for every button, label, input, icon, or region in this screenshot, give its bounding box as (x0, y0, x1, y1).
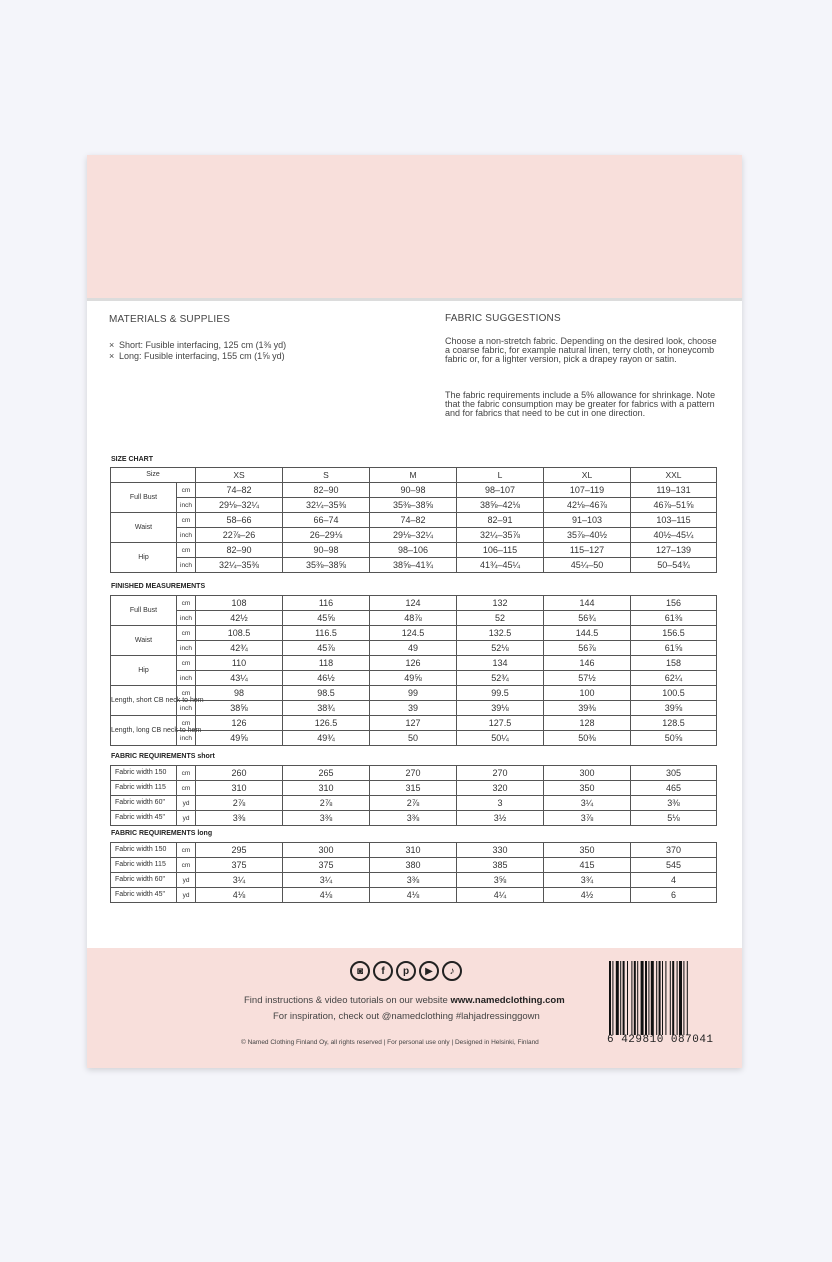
youtube-icon[interactable]: ▶ (419, 961, 439, 981)
value-cell: 82–90 (196, 543, 283, 558)
value-cell: 32¼–35⅜ (283, 498, 370, 513)
materials-list (109, 340, 286, 362)
unit-label: inch (177, 641, 196, 656)
table-row (111, 686, 717, 701)
value-cell: 124 (370, 596, 457, 611)
value-cell: 40½–45¼ (631, 528, 717, 543)
row-label: Hip (111, 656, 177, 686)
value-cell: 46½ (283, 671, 370, 686)
value-cell: 50⅜ (544, 731, 631, 746)
value-cell: 82–91 (457, 513, 544, 528)
value-cell: 108 (196, 596, 283, 611)
value-cell: 56¾ (544, 611, 631, 626)
value-cell: 3¼ (196, 873, 283, 888)
value-cell: 127–139 (631, 543, 717, 558)
value-cell: 39⅛ (457, 701, 544, 716)
materials-title: MATERIALS & SUPPLIES (109, 314, 231, 325)
value-cell: 52¾ (457, 671, 544, 686)
value-cell: 32¼–35⅜ (196, 558, 283, 573)
value-cell: 375 (283, 858, 370, 873)
unit-label: cm (177, 686, 196, 701)
value-cell: 310 (370, 843, 457, 858)
materials-item: × Short: Fusible interfacing, 125 cm (1⅜ yd) (109, 340, 287, 350)
fabric-suggestions-title: FABRIC SUGGESTIONS (445, 313, 561, 324)
table-row (111, 626, 717, 641)
fabric-suggestions-text: Choose a non-stretch fabric. Depending on the desired look, choose a coarse fabric, for example natural linen, terry cloth, or honeycomb fabric or, for a lighter version, pick a drapey rayon or satin. (445, 336, 717, 364)
value-cell: 26–29⅛ (283, 528, 370, 543)
unit-label: yd (177, 796, 196, 811)
value-cell: 52⅛ (457, 641, 544, 656)
value-cell: 3⅜ (631, 796, 717, 811)
row-label: Full Bust (111, 596, 177, 626)
bullet-x-icon: × (109, 340, 115, 350)
barcode-number: 6 429810 087041 (607, 1034, 714, 1046)
size-m: M (370, 468, 457, 483)
value-cell: 300 (544, 766, 631, 781)
value-cell: 6 (631, 888, 717, 903)
value-cell: 380 (370, 858, 457, 873)
table-row (111, 611, 717, 626)
finished-measurements-table (110, 595, 717, 746)
table-row (111, 811, 717, 826)
value-cell: 38¾ (283, 701, 370, 716)
value-cell: 115–127 (544, 543, 631, 558)
value-cell: 270 (370, 766, 457, 781)
value-cell: 58–66 (196, 513, 283, 528)
unit-label: inch (177, 731, 196, 746)
social-icons (350, 961, 462, 981)
value-cell: 99.5 (457, 686, 544, 701)
value-cell: 98–106 (370, 543, 457, 558)
unit-label: cm (177, 716, 196, 731)
value-cell: 45⅝ (283, 611, 370, 626)
value-cell: 350 (544, 781, 631, 796)
unit-label: yd (177, 811, 196, 826)
size-header-row (111, 468, 717, 483)
value-cell: 4¼ (457, 888, 544, 903)
footer-copyright: © Named Clothing Finland Oy, all rights reserved | For personal use only | Designed in Helsinki, Finland (241, 1039, 539, 1046)
unit-label: cm (177, 513, 196, 528)
value-cell: 134 (457, 656, 544, 671)
unit-label: inch (177, 558, 196, 573)
value-cell: 38⅝–42⅛ (457, 498, 544, 513)
unit-label: cm (177, 781, 196, 796)
value-cell: 45¼–50 (544, 558, 631, 573)
value-cell: 100.5 (631, 686, 717, 701)
value-cell: 61⅝ (631, 641, 717, 656)
value-cell: 35⅜–38⅝ (283, 558, 370, 573)
value-cell: 545 (631, 858, 717, 873)
table-row (111, 483, 717, 498)
table-row (111, 558, 717, 573)
value-cell: 3⅞ (544, 811, 631, 826)
value-cell: 3⅝ (457, 873, 544, 888)
value-cell: 132.5 (457, 626, 544, 641)
footer-website-line: Find instructions & video tutorials on our website www.namedclothing.com (244, 995, 565, 1006)
unit-label: inch (177, 528, 196, 543)
value-cell: 38⅝–41¾ (370, 558, 457, 573)
value-cell: 156 (631, 596, 717, 611)
value-cell: 260 (196, 766, 283, 781)
value-cell: 35⅞–40½ (544, 528, 631, 543)
value-cell: 50⅝ (631, 731, 717, 746)
value-cell: 62¼ (631, 671, 717, 686)
table-row (111, 873, 717, 888)
row-label: Fabric width 115 (111, 858, 177, 873)
size-label: Size (111, 468, 196, 483)
value-cell: 2⅞ (196, 796, 283, 811)
value-cell: 315 (370, 781, 457, 796)
fabric-requirements-long-title: FABRIC REQUIREMENTS long (111, 830, 213, 837)
value-cell: 119–131 (631, 483, 717, 498)
row-label: Hip (111, 543, 177, 573)
value-cell: 57½ (544, 671, 631, 686)
value-cell: 39⅜ (544, 701, 631, 716)
value-cell: 42⅛–46⅞ (544, 498, 631, 513)
value-cell: 3 (457, 796, 544, 811)
row-label: Length, short CB neck to hem (111, 686, 177, 716)
value-cell: 465 (631, 781, 717, 796)
value-cell: 156.5 (631, 626, 717, 641)
value-cell: 144 (544, 596, 631, 611)
pink-header-band (87, 155, 742, 301)
unit-label: inch (177, 701, 196, 716)
value-cell: 29⅛–32¼ (370, 528, 457, 543)
value-cell: 5⅛ (631, 811, 717, 826)
unit-label: cm (177, 596, 196, 611)
barcode-icon (609, 961, 719, 1035)
value-cell: 118 (283, 656, 370, 671)
value-cell: 49¾ (283, 731, 370, 746)
value-cell: 126 (196, 716, 283, 731)
website-link[interactable]: www.namedclothing.com (450, 995, 565, 1006)
value-cell: 116.5 (283, 626, 370, 641)
value-cell: 43¼ (196, 671, 283, 686)
value-cell: 98–107 (457, 483, 544, 498)
footer-inspiration-line: For inspiration, check out @namedclothing #lahjadressinggown (273, 1011, 540, 1022)
table-row (111, 513, 717, 528)
size-xxl: XXL (631, 468, 717, 483)
table-row (111, 498, 717, 513)
value-cell: 42½ (196, 611, 283, 626)
value-cell: 99 (370, 686, 457, 701)
value-cell: 4⅛ (196, 888, 283, 903)
value-cell: 66–74 (283, 513, 370, 528)
row-label: Fabric width 45" (111, 888, 177, 903)
table-row (111, 731, 717, 746)
unit-label: cm (177, 766, 196, 781)
row-label: Waist (111, 513, 177, 543)
row-label: Waist (111, 626, 177, 656)
pinterest-icon[interactable]: p (396, 961, 416, 981)
value-cell: 35⅜–38⅝ (370, 498, 457, 513)
row-label: Length, long CB neck to hem (111, 716, 177, 746)
value-cell: 370 (631, 843, 717, 858)
value-cell: 4⅛ (370, 888, 457, 903)
value-cell: 128.5 (631, 716, 717, 731)
value-cell: 295 (196, 843, 283, 858)
value-cell: 126.5 (283, 716, 370, 731)
value-cell: 124.5 (370, 626, 457, 641)
value-cell: 3½ (457, 811, 544, 826)
value-cell: 49 (370, 641, 457, 656)
size-chart-title: SIZE CHART (111, 456, 153, 463)
value-cell: 90–98 (370, 483, 457, 498)
value-cell: 375 (196, 858, 283, 873)
value-cell: 4 (631, 873, 717, 888)
table-row (111, 858, 717, 873)
instagram-icon[interactable]: ◙ (350, 961, 370, 981)
value-cell: 415 (544, 858, 631, 873)
size-xl: XL (544, 468, 631, 483)
facebook-icon[interactable]: f (373, 961, 393, 981)
value-cell: 320 (457, 781, 544, 796)
value-cell: 127 (370, 716, 457, 731)
value-cell: 2⅞ (370, 796, 457, 811)
fabric-requirements-short-table (110, 765, 717, 826)
value-cell: 126 (370, 656, 457, 671)
value-cell: 90–98 (283, 543, 370, 558)
unit-label: inch (177, 671, 196, 686)
value-cell: 3¼ (283, 873, 370, 888)
value-cell: 107–119 (544, 483, 631, 498)
row-label: Fabric width 60" (111, 796, 177, 811)
value-cell: 127.5 (457, 716, 544, 731)
value-cell: 82–90 (283, 483, 370, 498)
value-cell: 158 (631, 656, 717, 671)
value-cell: 50¼ (457, 731, 544, 746)
value-cell: 3¼ (544, 796, 631, 811)
row-label: Fabric width 150 (111, 766, 177, 781)
value-cell: 330 (457, 843, 544, 858)
unit-label: inch (177, 498, 196, 513)
table-row (111, 888, 717, 903)
value-cell: 61⅜ (631, 611, 717, 626)
value-cell: 48⅞ (370, 611, 457, 626)
fabric-requirements-long-table (110, 842, 717, 903)
value-cell: 50–54¾ (631, 558, 717, 573)
value-cell: 4½ (544, 888, 631, 903)
row-label: Full Bust (111, 483, 177, 513)
materials-item: × Long: Fusible interfacing, 155 cm (1⅝ yd) (109, 351, 285, 361)
value-cell: 39 (370, 701, 457, 716)
size-s: S (283, 468, 370, 483)
table-row (111, 528, 717, 543)
unit-label: cm (177, 656, 196, 671)
value-cell: 49⅝ (370, 671, 457, 686)
size-chart-table (110, 467, 717, 573)
row-label: Fabric width 115 (111, 781, 177, 796)
table-row (111, 656, 717, 671)
unit-label: inch (177, 611, 196, 626)
value-cell: 38⅝ (196, 701, 283, 716)
tiktok-icon[interactable]: ♪ (442, 961, 462, 981)
value-cell: 350 (544, 843, 631, 858)
value-cell: 98.5 (283, 686, 370, 701)
unit-label: yd (177, 888, 196, 903)
row-label: Fabric width 60" (111, 873, 177, 888)
value-cell: 98 (196, 686, 283, 701)
value-cell: 42¾ (196, 641, 283, 656)
value-cell: 310 (196, 781, 283, 796)
value-cell: 39⅝ (631, 701, 717, 716)
unit-label: yd (177, 873, 196, 888)
value-cell: 4⅛ (283, 888, 370, 903)
table-row (111, 543, 717, 558)
table-row (111, 671, 717, 686)
unit-label: cm (177, 858, 196, 873)
value-cell: 3⅜ (370, 873, 457, 888)
table-row (111, 716, 717, 731)
table-row (111, 781, 717, 796)
table-row (111, 596, 717, 611)
value-cell: 100 (544, 686, 631, 701)
value-cell: 74–82 (196, 483, 283, 498)
value-cell: 29⅛–32¼ (196, 498, 283, 513)
value-cell: 270 (457, 766, 544, 781)
value-cell: 3⅜ (370, 811, 457, 826)
value-cell: 3⅜ (283, 811, 370, 826)
value-cell: 385 (457, 858, 544, 873)
value-cell: 91–103 (544, 513, 631, 528)
table-row (111, 796, 717, 811)
value-cell: 106–115 (457, 543, 544, 558)
value-cell: 52 (457, 611, 544, 626)
table-row (111, 641, 717, 656)
value-cell: 110 (196, 656, 283, 671)
value-cell: 265 (283, 766, 370, 781)
value-cell: 116 (283, 596, 370, 611)
value-cell: 144.5 (544, 626, 631, 641)
size-xs: XS (196, 468, 283, 483)
pattern-envelope-back (87, 155, 742, 1068)
value-cell: 2⅞ (283, 796, 370, 811)
unit-label: cm (177, 543, 196, 558)
value-cell: 22⅞–26 (196, 528, 283, 543)
value-cell: 56⅞ (544, 641, 631, 656)
size-l: L (457, 468, 544, 483)
value-cell: 50 (370, 731, 457, 746)
value-cell: 3⅜ (196, 811, 283, 826)
value-cell: 45⅞ (283, 641, 370, 656)
value-cell: 103–115 (631, 513, 717, 528)
value-cell: 132 (457, 596, 544, 611)
value-cell: 3¾ (544, 873, 631, 888)
table-row (111, 766, 717, 781)
row-label: Fabric width 150 (111, 843, 177, 858)
unit-label: cm (177, 483, 196, 498)
value-cell: 41¾–45¼ (457, 558, 544, 573)
value-cell: 49⅝ (196, 731, 283, 746)
value-cell: 74–82 (370, 513, 457, 528)
value-cell: 32¼–35⅞ (457, 528, 544, 543)
value-cell: 108.5 (196, 626, 283, 641)
bullet-x-icon: × (109, 351, 115, 361)
row-label: Fabric width 45" (111, 811, 177, 826)
finished-measurements-title: FINISHED MEASUREMENTS (111, 583, 206, 590)
value-cell: 46⅞–51⅝ (631, 498, 717, 513)
value-cell: 310 (283, 781, 370, 796)
unit-label: cm (177, 843, 196, 858)
table-row (111, 843, 717, 858)
value-cell: 146 (544, 656, 631, 671)
value-cell: 128 (544, 716, 631, 731)
fabric-requirements-short-title: FABRIC REQUIREMENTS short (111, 753, 215, 760)
value-cell: 305 (631, 766, 717, 781)
unit-label: cm (177, 626, 196, 641)
value-cell: 300 (283, 843, 370, 858)
fabric-allowance-text: The fabric requirements include a 5% allowance for shrinkage. Note that the fabric consumption may be greater for fabrics with a pattern and for fabrics that need to be cut in one direction. (445, 390, 716, 418)
